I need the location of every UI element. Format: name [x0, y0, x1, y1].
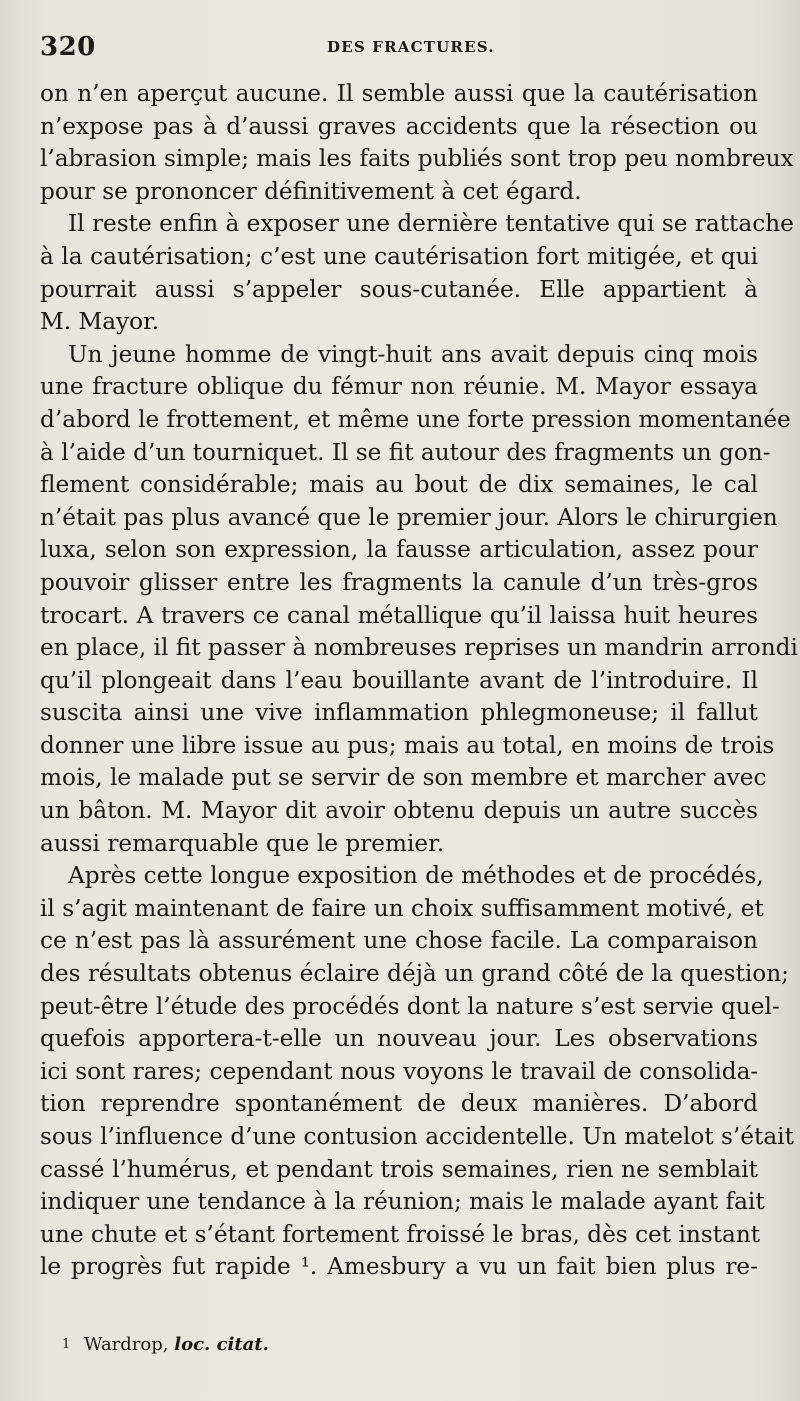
text-line: sous l’influence d’une contusion accidentelle. Un matelot s’était [40, 1123, 794, 1150]
footnote-author: Wardrop, [84, 1334, 169, 1355]
text-line: quefois apportera-t-elle un nouveau jour. Les observations [40, 1025, 758, 1053]
text-line: flement considérable; mais au bout de dix semaines, le cal [40, 471, 758, 499]
text-line: l’abrasion simple; mais les faits publiés sont trop peu nombreux [40, 145, 794, 173]
page-number: 320 [40, 32, 96, 62]
page-header [40, 30, 760, 66]
text-line: n’expose pas à d’aussi graves accidents que la résection ou [40, 112, 758, 140]
text-line: on n’en aperçut aucune. Il semble aussi que la cautérisation [40, 80, 758, 107]
text-line: des résultats obtenus éclaire déjà un grand côté de la question; [40, 960, 789, 988]
text-line: à la cautérisation; c’est une cautérisation fort mitigée, et qui [40, 242, 758, 270]
footnote-citation: loc. citat. [174, 1334, 269, 1355]
footnote-marker: 1 [62, 1337, 71, 1352]
text-line: pouvoir glisser entre les fragments la canule d’un très-gros [40, 568, 758, 596]
text-line: n’était pas plus avancé que le premier jour. Alors le chirurgien [40, 503, 778, 531]
text-line: ici sont rares; cependant nous voyons le travail de consolida- [40, 1057, 759, 1085]
text-line: M. Mayor. [40, 308, 160, 336]
text-line: indiquer une tendance à la réunion; mais le malade ayant fait [40, 1188, 765, 1216]
text-line: une fracture oblique du fémur non réunie. M. Mayor essaya [40, 373, 758, 401]
text-line: aussi remarquable que le premier. [40, 829, 445, 857]
text-line: ce n’est pas là assurément une chose facile. La comparaison [40, 927, 758, 955]
text-line: en place, il fit passer à nombreuses reprises un mandrin arrondi [40, 634, 798, 662]
text-line: Un jeune homme de vingt-huit ans avait depuis cinq mois [68, 340, 758, 368]
text-line: pourrait aussi s’appeler sous-cutanée. Elle appartient à [40, 275, 758, 303]
text-line: Il reste enfin à exposer une dernière tentative qui se rattache [68, 210, 794, 238]
footnote [62, 1334, 269, 1355]
text-line: mois, le malade put se servir de son membre et marcher avec [40, 764, 767, 792]
text-line: tion reprendre spontanément de deux manières. D’abord [40, 1090, 758, 1118]
text-line: à l’aide d’un tourniquet. Il se fit autour des fragments un gon- [40, 438, 771, 466]
running-title: DES FRACTURES. [327, 38, 495, 56]
text-line: une chute et s’étant fortement froissé le bras, dès cet instant [40, 1220, 761, 1248]
text-line: suscita ainsi une vive inflammation phlegmoneuse; il fallut [40, 699, 758, 727]
text-line: d’abord le frottement, et même une forte pression momentanée [40, 405, 791, 433]
text-line: il s’agit maintenant de faire un choix suffisamment motivé, et [40, 894, 764, 922]
text-line: peut-être l’étude des procédés dont la nature s’est servie quel- [40, 992, 780, 1020]
text-line: un bâton. M. Mayor dit avoir obtenu depuis un autre succès [40, 797, 758, 825]
body-text [40, 78, 798, 1284]
text-line: pour se prononcer définitivement à cet égard. [40, 177, 582, 205]
text-line: luxa, selon son expression, la fausse articulation, assez pour [40, 536, 758, 564]
text-line: donner une libre issue au pus; mais au total, en moins de trois [40, 731, 775, 759]
text-line: trocart. A travers ce canal métallique qu’il laissa huit heures [40, 601, 758, 629]
text-line: qu’il plongeait dans l’eau bouillante avant de l’introduire. Il [40, 666, 758, 694]
text-line: Après cette longue exposition de méthodes et de procédés, [68, 862, 764, 890]
text-line: le progrès fut rapide ¹. Amesbury a vu un fait bien plus re- [40, 1253, 758, 1281]
text-line: cassé l’humérus, et pendant trois semaines, rien ne semblait [40, 1155, 758, 1183]
